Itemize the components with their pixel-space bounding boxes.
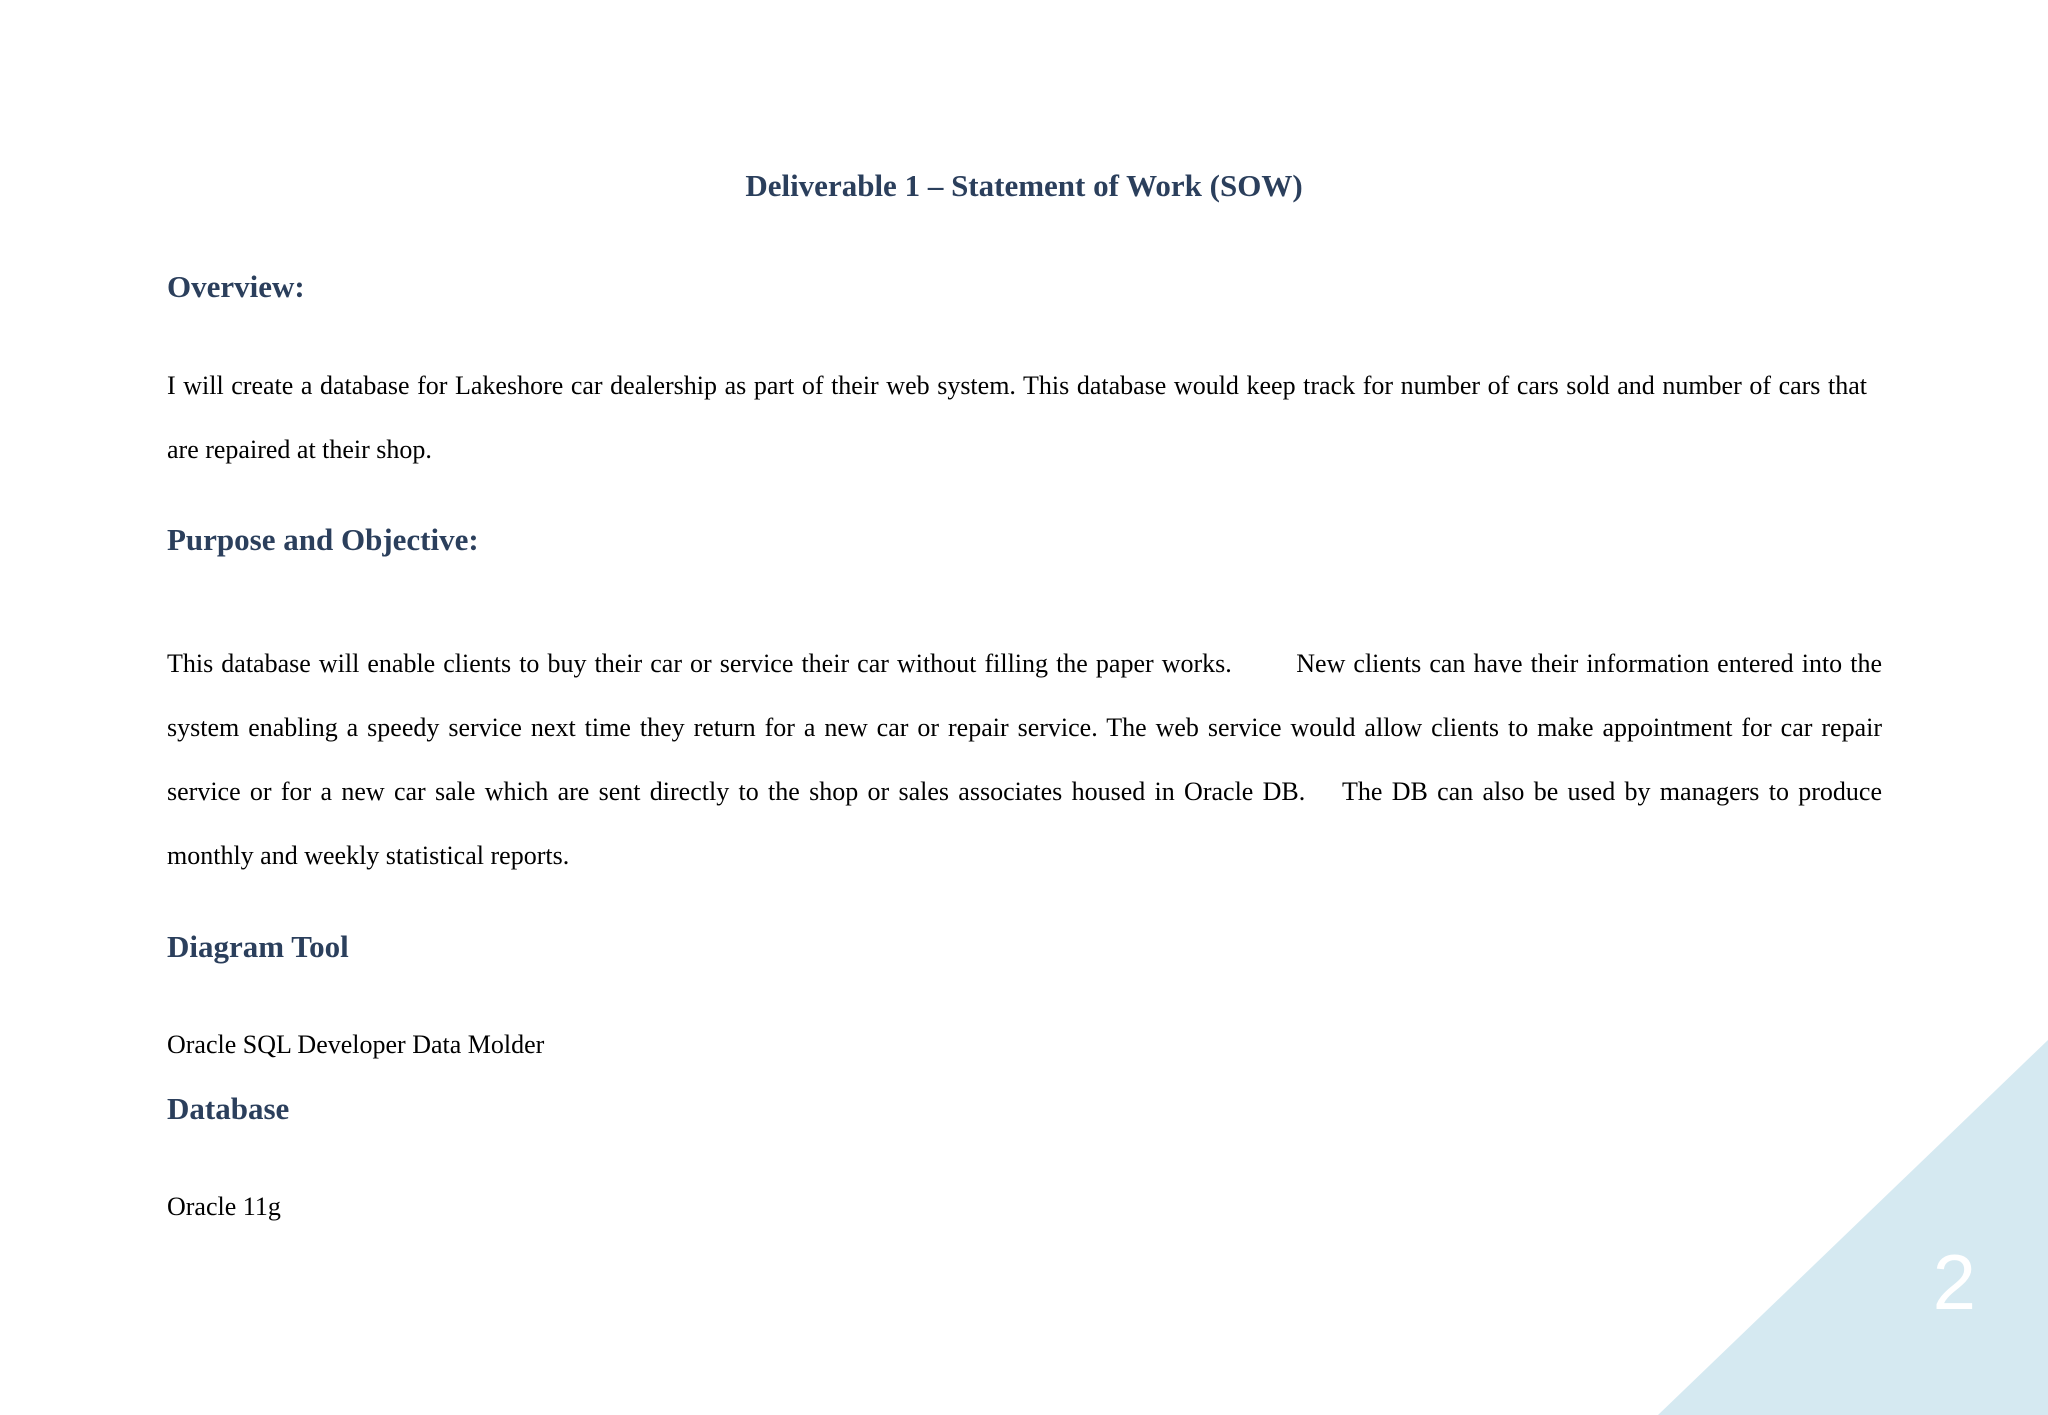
page-number: 2 xyxy=(1932,1238,1976,1326)
overview-paragraph: I will create a database for Lakeshore car dealership as part of their web system. This database would keep track for number of cars sold and number of cars that are repaired at their shop. xyxy=(167,371,1867,464)
database-text: Oracle 11g xyxy=(167,1192,281,1221)
page-corner-decoration xyxy=(1658,1040,2048,1415)
overview-heading: Overview: xyxy=(167,269,305,304)
diagram-tool-heading: Diagram Tool xyxy=(167,929,349,964)
purpose-heading: Purpose and Objective: xyxy=(167,522,479,557)
database-heading: Database xyxy=(167,1091,290,1126)
diagram-tool-text: Oracle SQL Developer Data Molder xyxy=(167,1030,545,1059)
document-title: Deliverable 1 – Statement of Work (SOW) xyxy=(745,168,1303,203)
purpose-paragraph: This database will enable clients to buy their car or service their car without filling the paper works. New clients can have their information entered into the system enabling a speedy service next time they return for a new car or repair service. The web service would allow clients to make appointment for car repair service or for a new car sale which are sent directly to the shop or sales associates housed in Oracle DB. The DB can also be used by managers to produce monthly and weekly statistical reports. xyxy=(167,649,1889,870)
